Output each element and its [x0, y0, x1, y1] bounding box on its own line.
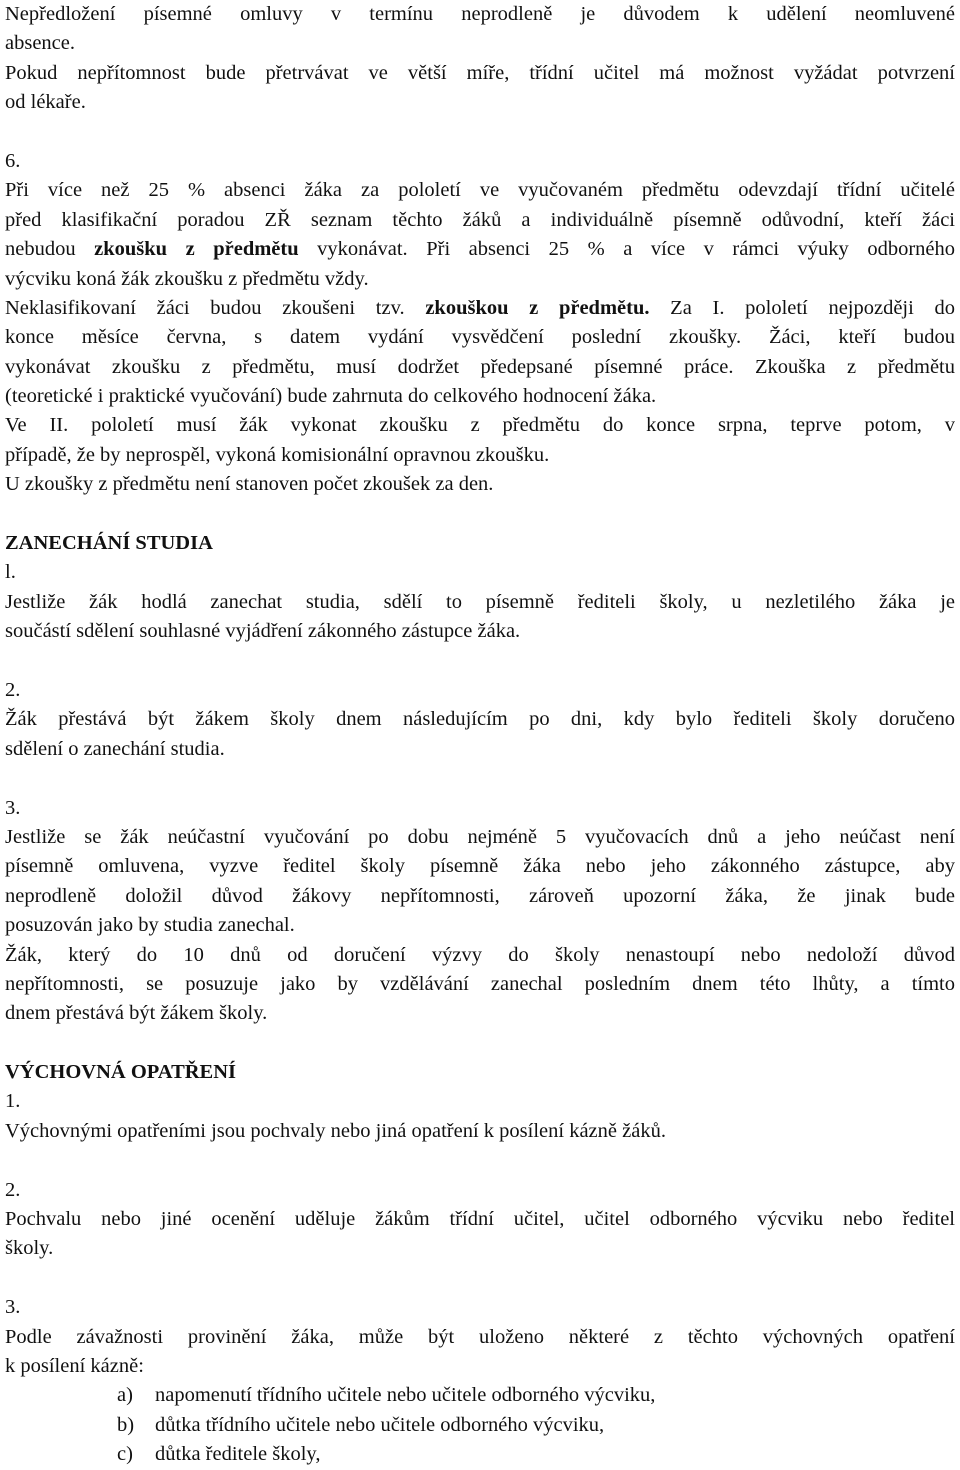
text-line: před klasifikační poradou ZŘ seznam těchto žáků a individuálně písemně odůvodní, kteří žáci [5, 208, 955, 231]
list-text: důtka třídního učitele nebo učitele odborného výcviku, [155, 1413, 605, 1436]
section-number: 1. [5, 1090, 21, 1113]
text-line: Pokud nepřítomnost bude přetrvávat ve větší míře, třídní učitel má možnost vyžádat potvrzení [5, 61, 955, 84]
section-number: l. [5, 561, 16, 584]
text-line: od lékaře. [5, 91, 86, 114]
text-line: Podle závažnosti provinění žáka, může být uloženo některé z těchto výchovných opatření [5, 1325, 955, 1348]
bold-phrase: zkoušku z předmětu [94, 238, 299, 261]
section-number: 3. [5, 1296, 21, 1319]
text-run: Neklasifikovaní žáci budou zkoušeni tzv. [5, 296, 426, 319]
spacer [5, 500, 955, 529]
list-letter: c) [117, 1443, 133, 1466]
text-line: školy. [5, 1237, 54, 1260]
section-number: 6. [5, 149, 21, 172]
spacer [5, 1029, 955, 1058]
text-line: dnem přestává být žákem školy. [5, 1002, 268, 1025]
text-line: (teoretické i praktické vyučování) bude zahrnuta do celkového hodnocení žáka. [5, 385, 657, 408]
spacer [5, 1264, 955, 1293]
section-heading: ZANECHÁNÍ STUDIA [5, 532, 213, 555]
text-line [5, 294, 955, 323]
spacer [5, 118, 955, 147]
text-line: k posílení kázně: [5, 1354, 144, 1377]
text-line: sdělení o zanechání studia. [5, 737, 225, 760]
list-item [5, 1411, 955, 1440]
text-line: Jestliže se žák neúčastní vyučování po dobu nejméně 5 vyučovacích dnů a jeho neúčast není [5, 825, 955, 848]
text-run: Za I. pololetí nejpozději do [649, 296, 955, 319]
text-line: Nepředložení písemné omluvy v termínu neprodleně je důvodem k udělení neomluvené [5, 3, 955, 25]
text-line: posuzován jako by studia zanechal. [5, 914, 295, 937]
spacer [5, 647, 955, 676]
text-line: Ve II. pololetí musí žák vykonat zkoušku z předmětu do konce srpna, teprve potom, v [5, 414, 955, 437]
list-text: důtka ředitele školy, [155, 1443, 321, 1466]
text-line [5, 235, 955, 264]
bold-phrase: zkouškou z předmětu. [425, 296, 650, 319]
text-run: vykonávat. Při absenci 25 % a více v rámci výuky odborného [298, 238, 955, 261]
text-line: Žák, který do 10 dnů od doručení výzvy do školy nenastoupí nebo nedoloží důvod [5, 943, 955, 966]
spacer [5, 764, 955, 793]
section-number: 2. [5, 678, 21, 701]
text-line: výcviku koná žák zkoušku z předmětu vždy. [5, 267, 369, 290]
text-line: součástí sdělení souhlasné vyjádření zákonného zástupce žáka. [5, 620, 521, 643]
text-line: nepřítomnosti, se posuzuje jako by vzdělávání zanechal posledním dnem této lhůty, a tímto [5, 972, 955, 995]
text-line: vykonávat zkoušku z předmětu, musí dodržet předepsané písemné práce. Zkouška z předmětu [5, 355, 955, 378]
text-line: Jestliže žák hodlá zanechat studia, sdělí to písemně řediteli školy, u nezletilého žáka je [5, 590, 955, 613]
section-heading: VÝCHOVNÁ OPATŘENÍ [5, 1061, 237, 1084]
list-letter: b) [117, 1413, 135, 1436]
text-line: Výchovnými opatřeními jsou pochvaly nebo jiná opatření k posílení kázně žáků. [5, 1119, 666, 1142]
section-number: 2. [5, 1178, 21, 1201]
text-line: písemně omluvena, vyzve ředitel školy písemně žáka nebo jeho zákonného zástupce, aby [5, 855, 955, 878]
list-text: napomenutí třídního učitele nebo učitele odborného výcviku, [155, 1384, 656, 1407]
text-line: Pochvalu nebo jiné ocenění uděluje žákům třídní učitel, učitel odborného výcviku nebo ředitel [5, 1208, 955, 1231]
text-line: Při více než 25 % absenci žáka za pololetí ve vyučovaném předmětu odevzdají třídní učitelé [5, 179, 955, 202]
list-item [5, 1381, 955, 1410]
list-letter: a) [117, 1384, 133, 1407]
text-line: konce měsíce června, s datem vydání vysvědčení poslední zkoušky. Žáci, kteří budou [5, 326, 955, 349]
text-line: U zkoušky z předmětu není stanoven počet zkoušek za den. [5, 473, 494, 496]
list-item [5, 1440, 955, 1469]
text-run: nebudou [5, 238, 95, 261]
text-line: neprodleně doložil důvod žákovy nepřítomnosti, zároveň upozorní žáka, že jinak bude [5, 884, 955, 907]
text-line: absence. [5, 32, 75, 55]
spacer [5, 1146, 955, 1175]
text-line: Žák přestává být žákem školy dnem následujícím po dni, kdy bylo řediteli školy doručeno [5, 708, 955, 731]
text-line: případě, že by neprospěl, vykoná komisionální opravnou zkoušku. [5, 443, 550, 466]
document-page [5, 0, 955, 1470]
section-number: 3. [5, 796, 21, 819]
